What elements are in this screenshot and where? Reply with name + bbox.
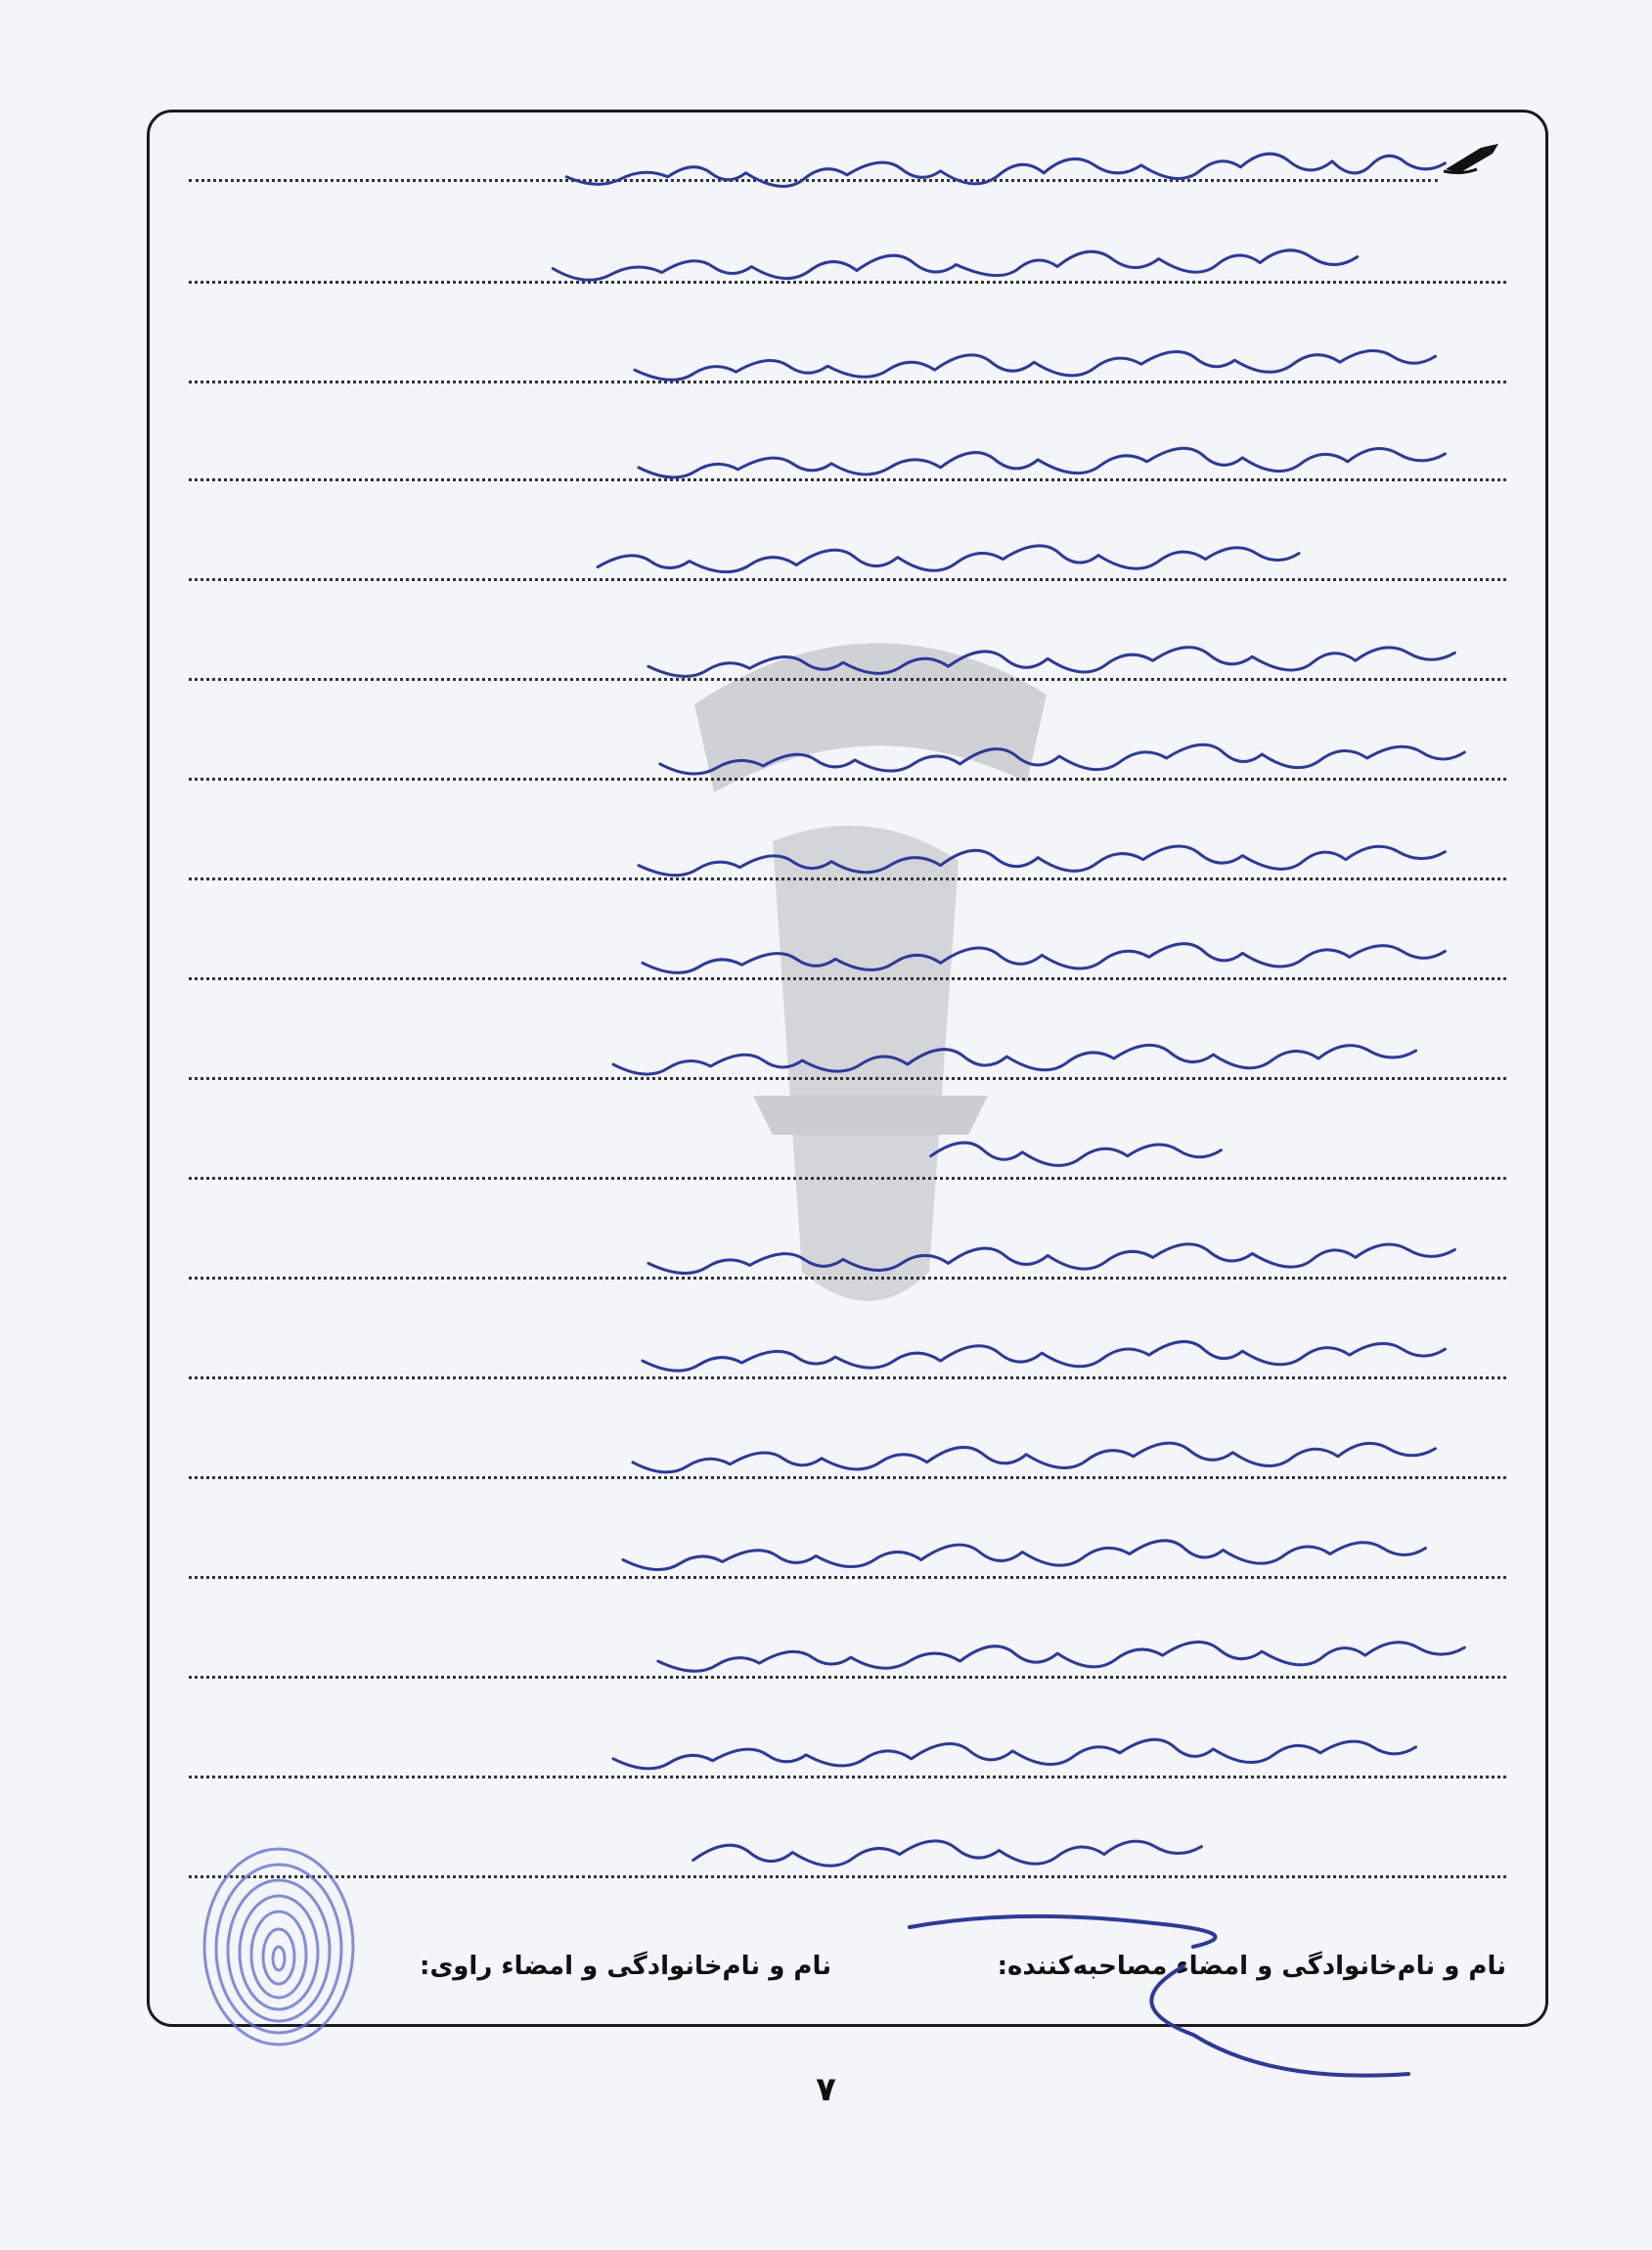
fingerprint-mark [196,1839,362,2054]
handwritten-text [150,112,1545,2024]
narrator-signature-label: نام و نام‌خانوادگی و امضاء راوی: [420,1952,831,1981]
page-number: ۷ [816,2070,836,2109]
form-frame [147,110,1548,2027]
interviewer-signature-label: نام و نام‌خانوادگی و امضاء مصاحبه‌کننده: [997,1952,1506,1981]
